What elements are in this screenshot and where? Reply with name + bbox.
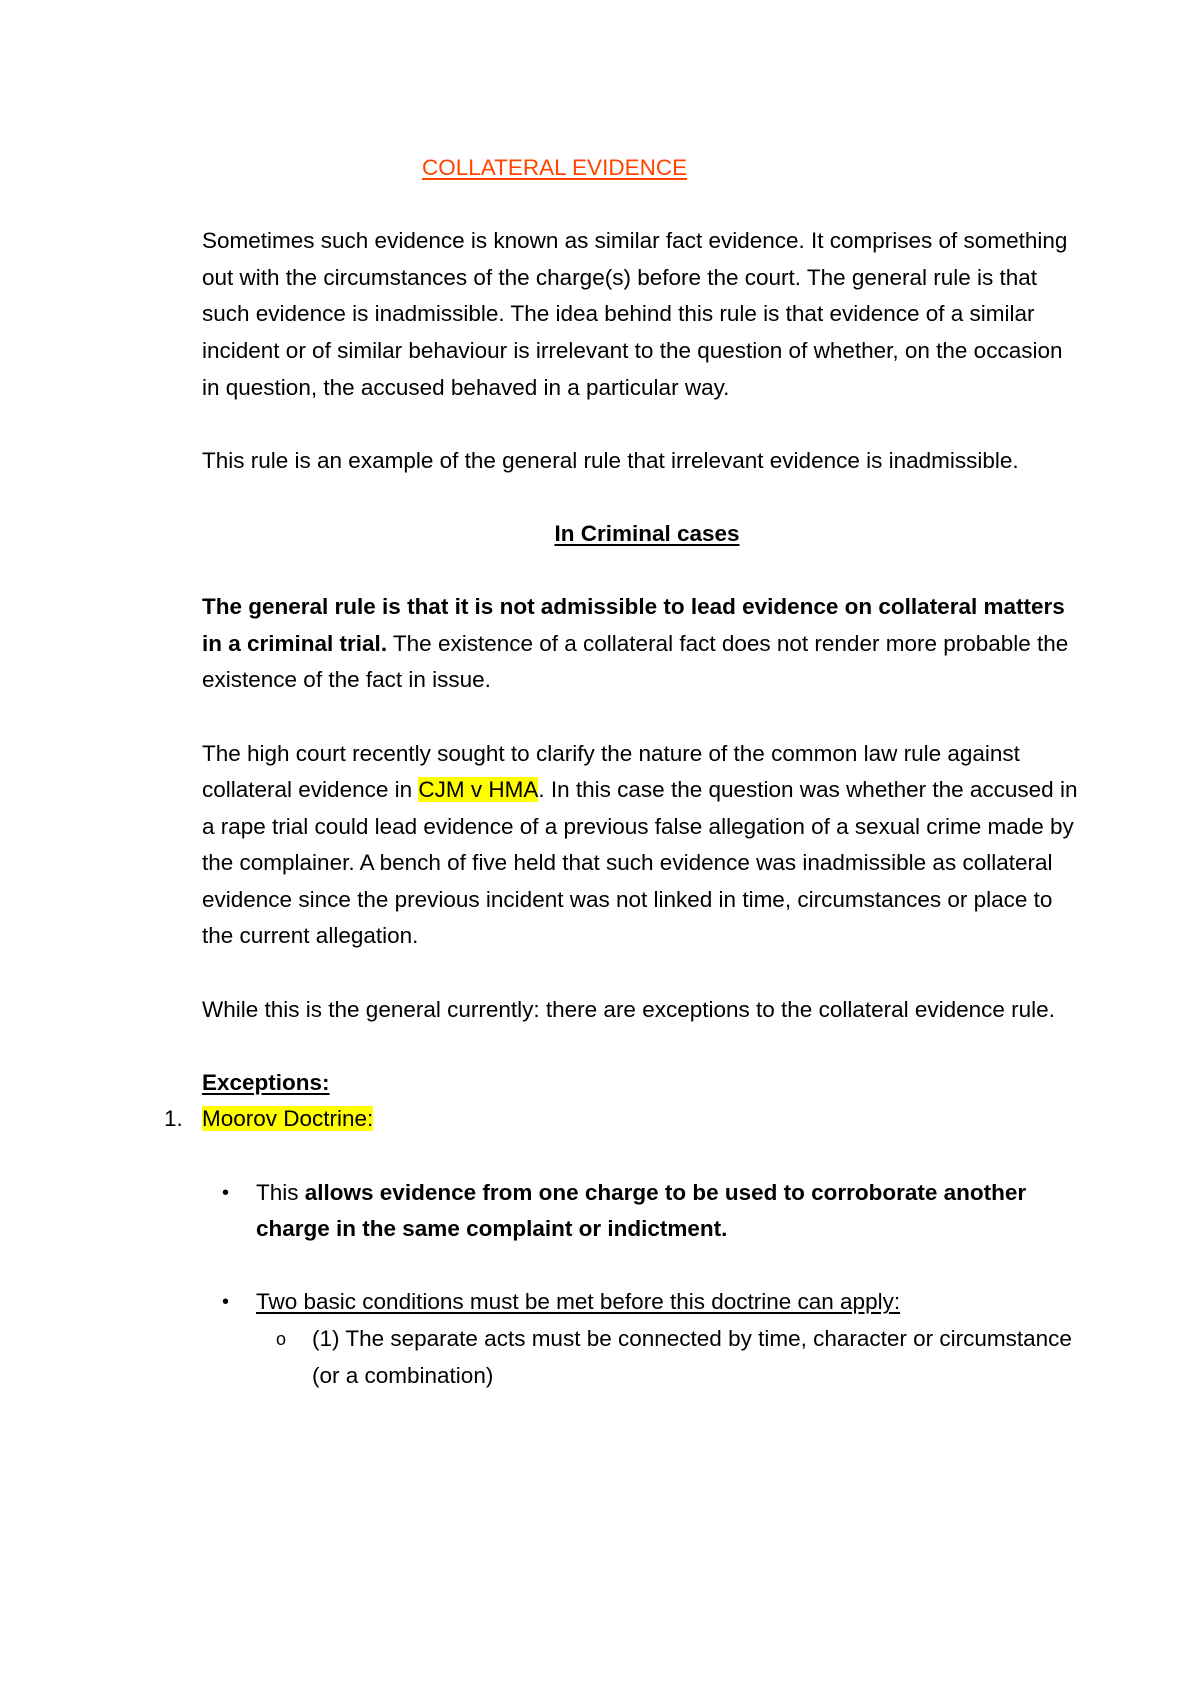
intro-paragraph: This rule is an example of the general rule that irrelevant evidence is inadmissible. — [202, 447, 1019, 473]
exceptions-intro-paragraph: While this is the general currently: there are exceptions to the collateral evidence rule. — [202, 996, 1055, 1022]
bullet-item — [202, 1175, 1082, 1248]
case-name-highlight: CJM v HMA — [418, 777, 539, 803]
exception-item — [164, 1101, 1082, 1394]
bullet-item — [202, 1284, 1082, 1394]
document-title: COLLATERAL EVIDENCE — [422, 155, 688, 180]
bullet-bold-text: allows evidence from one charge to be used to corroborate another charge in the same complaint or indictment. — [256, 1179, 1027, 1242]
general-rule-paragraph — [202, 589, 1082, 699]
hollow-circle-bullet-icon: o — [276, 1329, 287, 1349]
cjm-paragraph — [202, 736, 1082, 956]
conditions-sub-list — [256, 1321, 1082, 1394]
cjm-text-before: The high court recently sought to clarify the nature of the common law rule against collateral evidence in — [202, 740, 1020, 803]
exception-number: 1. — [164, 1106, 183, 1132]
exception-bullet-list — [202, 1175, 1082, 1395]
exceptions-heading: Exceptions: — [202, 1069, 330, 1095]
condition-text: (1) The separate acts must be connected by time, character or circumstance (or a combination) — [312, 1326, 1072, 1388]
general-rule-bold-text: The general rule is that it is not admissible to lead evidence on collateral matters in a criminal trial. — [202, 594, 1065, 656]
general-rule-text: The existence of a collateral fact does not render more probable the existence of the fact in issue. — [202, 630, 1069, 693]
document-body — [164, 150, 1082, 1431]
exception-label-highlight: Moorov Doctrine: — [202, 1106, 374, 1132]
bullet-icon: • — [222, 1291, 230, 1314]
bullet-icon: • — [222, 1181, 230, 1204]
section-heading: In Criminal cases — [554, 520, 740, 546]
sub-list-item — [256, 1321, 1082, 1394]
bullet-underlined-text: Two basic conditions must be met before this doctrine can apply: — [256, 1289, 901, 1315]
bullet-prefix-text: This — [256, 1179, 305, 1205]
cjm-text-after: . In this case the question was whether the accused in a rape trial could lead evidence of a previous false allegation of a sexual crime made by the complainer. A bench of five held that such evidence was inadmissible as collateral evidence since the previous incident was not linked in time, circumstances or place to the current allegation. — [202, 777, 1078, 949]
intro-paragraph: Sometimes such evidence is known as similar fact evidence. It comprises of something out with the circumstances of the charge(s) before the court. The general rule is that such evidence is inadmissible. The idea behind this rule is that evidence of a similar incident or of similar behaviour is irrelevant to the question of whether, on the occasion in question, the accused behaved in a particular way. — [202, 228, 1068, 400]
exceptions-list — [164, 1101, 1082, 1394]
